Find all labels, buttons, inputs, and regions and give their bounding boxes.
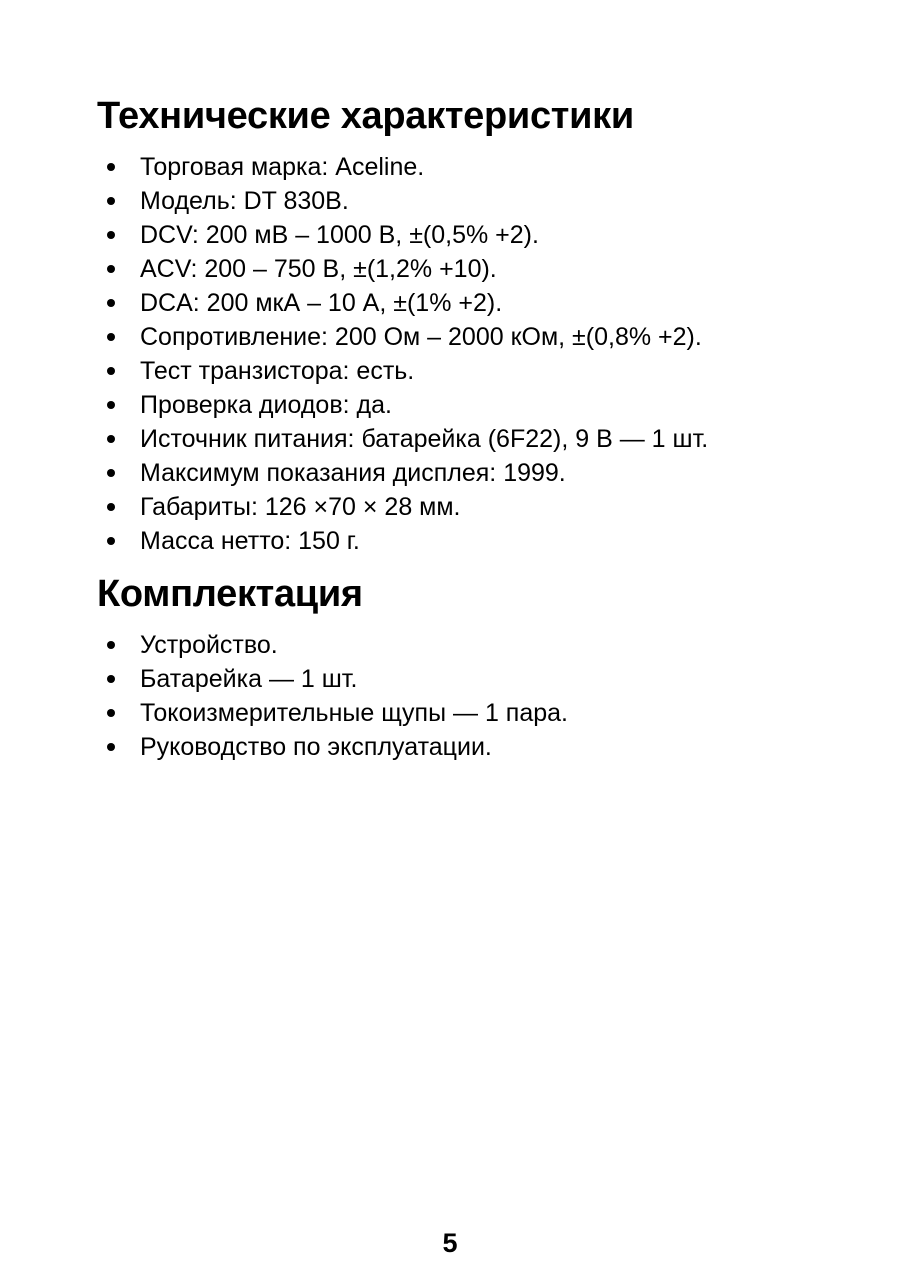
section-title-specs: Технические характеристики	[97, 95, 634, 137]
spec-item-text: Масса нетто: 150 г.	[140, 527, 360, 555]
spec-item-text: Модель: DT 830B.	[140, 187, 349, 215]
bullet-icon	[107, 469, 115, 477]
kit-item-text: Устройство.	[140, 631, 278, 659]
spec-item-text: Габариты: 126 ×70 × 28 мм.	[140, 493, 461, 521]
bullet-icon	[107, 675, 115, 683]
spec-item-text: Сопротивление: 200 Ом – 2000 кОм, ±(0,8% +2).	[140, 323, 702, 351]
spec-item-text: ACV: 200 – 750 В, ±(1,2% +10).	[140, 255, 497, 283]
spec-item-text: DCV: 200 мВ – 1000 В, ±(0,5% +2).	[140, 221, 539, 249]
bullet-icon	[107, 367, 115, 375]
spec-item-text: Максимум показания дисплея: 1999.	[140, 459, 566, 487]
kit-item-text: Руководство по эксплуатации.	[140, 733, 492, 761]
bullet-icon	[107, 537, 115, 545]
bullet-icon	[107, 435, 115, 443]
bullet-icon	[107, 197, 115, 205]
bullet-icon	[107, 743, 115, 751]
spec-item-text: Тест транзистора: есть.	[140, 357, 415, 385]
bullet-icon	[107, 265, 115, 273]
spec-item-text: DCA: 200 мкА – 10 А, ±(1% +2).	[140, 289, 503, 317]
bullet-icon	[107, 299, 115, 307]
bullet-icon	[107, 333, 115, 341]
bullet-icon	[107, 231, 115, 239]
kit-item-text: Батарейка — 1 шт.	[140, 665, 358, 693]
bullet-icon	[107, 641, 115, 649]
page-number: 5	[442, 1228, 458, 1258]
bullet-icon	[107, 163, 115, 171]
bullet-icon	[107, 709, 115, 717]
spec-item-text: Торговая марка: Aceline.	[140, 153, 425, 181]
spec-item-text: Проверка диодов: да.	[140, 391, 392, 419]
kit-item-text: Токоизмерительные щупы — 1 пара.	[140, 699, 569, 727]
section-title-kit: Комплектация	[97, 573, 363, 615]
bullet-icon	[107, 503, 115, 511]
bullet-icon	[107, 401, 115, 409]
spec-item-text: Источник питания: батарейка (6F22), 9 В — 1 шт.	[140, 425, 709, 453]
